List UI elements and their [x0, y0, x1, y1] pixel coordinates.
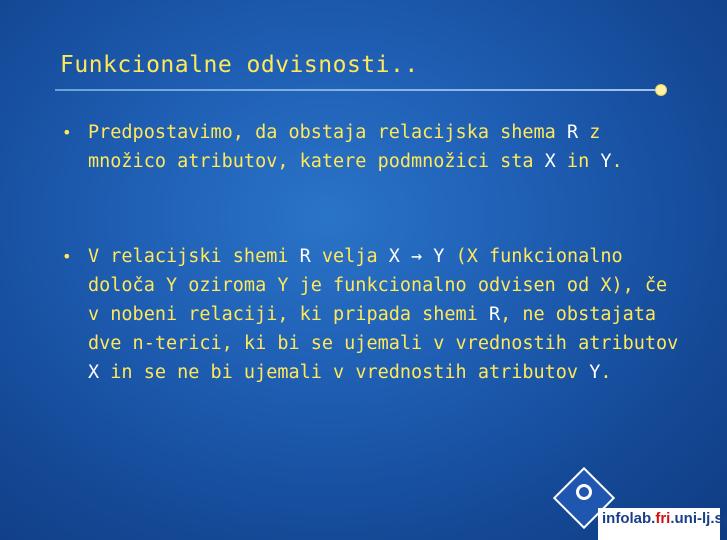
bullet2-text-1: V relacijski shemi	[88, 246, 300, 267]
divider-end-dot	[655, 84, 667, 96]
logo-text	[602, 510, 727, 527]
title-divider	[55, 89, 661, 91]
bullet2-text-3: (	[444, 246, 467, 267]
symbol-r: R	[566, 122, 579, 143]
symbol-r: R	[488, 304, 501, 325]
logo-ring-icon	[576, 484, 592, 500]
logo-name-part2: fri	[655, 510, 671, 527]
bullet2-text-2: velja	[310, 246, 389, 267]
bullet2-text-4: X funkcionalno določa Y oziroma Y je funkcionalno odvisen od X	[88, 246, 623, 296]
bullet1-text-4: .	[611, 151, 623, 172]
bullet1-text-3: in	[555, 151, 601, 172]
bullet-list	[62, 118, 682, 453]
symbol-r: R	[299, 246, 311, 267]
logo-name-part1: infolab.	[602, 510, 656, 527]
bullet-item-2	[62, 242, 682, 387]
bullet-item-1	[62, 118, 682, 176]
bullet-icon: •	[62, 123, 72, 142]
symbol-x: X	[544, 151, 556, 172]
bullet2-text-5: ), če v nobeni relaciji, ki pripada shemi	[88, 275, 668, 325]
logo-name-part3: .uni-lj.si	[670, 510, 727, 527]
bullet-icon: •	[62, 247, 72, 266]
infolab-logo	[540, 462, 727, 540]
bullet2-text-6: , ne obstajata dve n-terici, ki bi se ujemali v vrednostih atributov	[88, 304, 679, 354]
symbol-x: X	[388, 246, 400, 267]
bullet1-text-1: Predpostavimo, da obstaja relacijska shema	[88, 122, 567, 143]
symbol-y: Y	[433, 246, 445, 267]
symbol-x: X	[88, 362, 100, 383]
arrow-icon: →	[411, 246, 423, 267]
bullet2-text-7: in se ne bi ujemali v vrednostih atributov	[99, 362, 590, 383]
symbol-y: Y	[589, 362, 601, 383]
bullet2-text-8: .	[600, 362, 612, 383]
symbol-y: Y	[600, 151, 612, 172]
slide-title: Funkcionalne odvisnosti..	[60, 52, 419, 78]
bullet1-text-2: z množico atributov, katere podmnožici sta	[88, 122, 601, 172]
